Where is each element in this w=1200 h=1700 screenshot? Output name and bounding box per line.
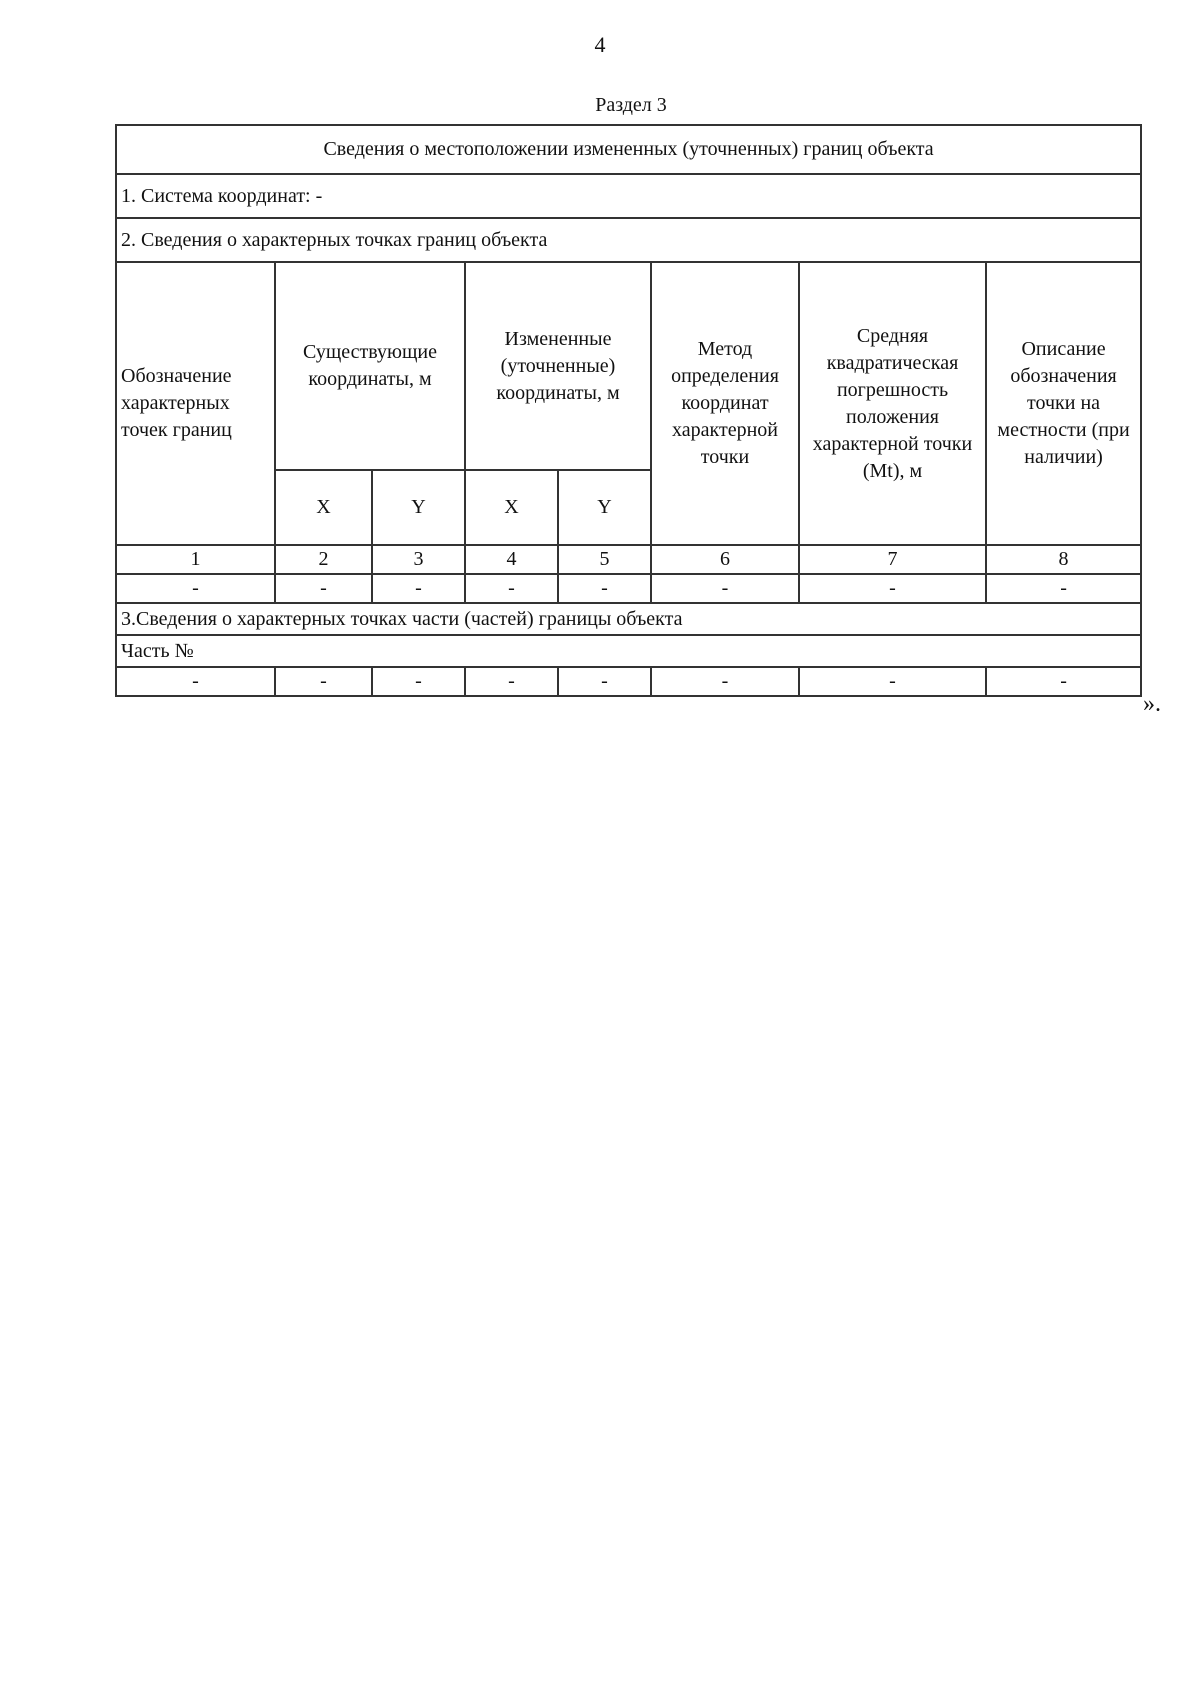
- header-method: Метод определения координат характерной точки: [651, 262, 799, 545]
- table-cell: -: [986, 667, 1141, 696]
- coord-system-row: 1. Система координат: -: [116, 174, 1141, 218]
- header-changed-coords: Измененные (уточненные) координаты, м: [465, 262, 651, 470]
- table-cell: -: [116, 574, 275, 603]
- table-cell: -: [651, 667, 799, 696]
- column-number: 2: [275, 545, 372, 574]
- section-title: Раздел 3: [595, 94, 667, 116]
- table-row: [116, 667, 1141, 696]
- column-number: 7: [799, 545, 986, 574]
- table-cell: -: [986, 574, 1141, 603]
- table-cell: -: [275, 574, 372, 603]
- page-number: 4: [594, 32, 606, 57]
- table-cell: -: [372, 667, 465, 696]
- part-label: Часть №: [116, 635, 1141, 667]
- column-number: 6: [651, 545, 799, 574]
- table-cell: -: [465, 574, 558, 603]
- column-number: 3: [372, 545, 465, 574]
- table-cell: -: [799, 667, 986, 696]
- table-row: [116, 574, 1141, 603]
- header-error: Средняя квадратическая погрешность положения характерной точки (Mt), м: [799, 262, 986, 545]
- header-x-existing: X: [275, 470, 372, 545]
- column-number: 1: [116, 545, 275, 574]
- closing-quote-mark: ».: [1143, 691, 1161, 717]
- table-cell: -: [558, 667, 651, 696]
- header-y-changed: Y: [558, 470, 651, 545]
- column-number-row: [116, 545, 1141, 574]
- header-x-changed: X: [465, 470, 558, 545]
- table-cell: -: [799, 574, 986, 603]
- table-cell: -: [372, 574, 465, 603]
- table-cell: -: [651, 574, 799, 603]
- parts-heading: 3.Сведения о характерных точках части (частей) границы объекта: [116, 603, 1141, 635]
- table-cell: -: [116, 667, 275, 696]
- header-description: Описание обозначения точки на местности (при наличии): [986, 262, 1141, 545]
- points-heading: 2. Сведения о характерных точках границ объекта: [116, 218, 1141, 262]
- header-y-existing: Y: [372, 470, 465, 545]
- table-cell: -: [465, 667, 558, 696]
- boundary-table: [115, 124, 1142, 697]
- header-designation: Обозначение характерных точек границ: [116, 262, 275, 545]
- table-cell: -: [275, 667, 372, 696]
- column-number: 8: [986, 545, 1141, 574]
- header-existing-coords: Существующие координаты, м: [275, 262, 465, 470]
- table-cell: -: [558, 574, 651, 603]
- column-number: 4: [465, 545, 558, 574]
- column-number: 5: [558, 545, 651, 574]
- table-title: Сведения о местоположении измененных (уточненных) границ объекта: [116, 125, 1141, 174]
